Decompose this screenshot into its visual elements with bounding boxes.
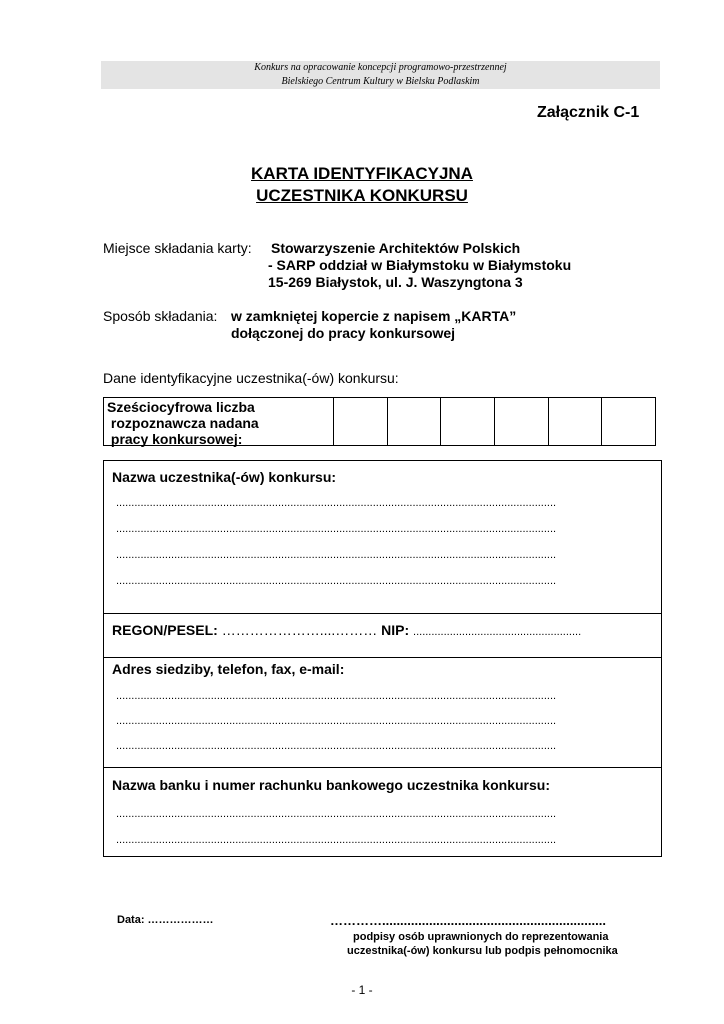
place-line-3: 15-269 Białystok, ul. J. Waszyngtona 3 [268,274,523,290]
bank-label: Nazwa banku i numer rachunku bankowego uczestnika konkursu: [112,777,550,793]
method-label: Sposób składania: [103,308,218,324]
code-digit-cell[interactable] [441,398,495,445]
regon-field[interactable]: …………………....……… [221,622,378,638]
signature-caption-1: podpisy osób uprawnionych do reprezentowania [353,931,609,943]
address-line-1[interactable]: ................................................................................................................................................ [116,690,557,702]
bank-section [104,768,661,856]
regon-label: REGON/PESEL: [112,622,218,638]
code-digit-cell[interactable] [602,398,655,445]
signature-line[interactable]: ………….............................................................. [330,913,606,928]
method-line-1: w zamkniętej kopercie z napisem „KARTA” [231,308,517,324]
document-header [101,61,660,89]
name-label: Nazwa uczestnika(-ów) konkursu: [112,469,337,485]
annex-label: Załącznik C-1 [537,104,640,121]
date-field[interactable]: Data: ……………… [117,914,214,926]
code-digit-cell[interactable] [549,398,603,445]
method-line-2: dołączonej do pracy konkursowej [231,325,456,341]
place-label: Miejsce składania karty: [103,240,252,256]
address-line-3[interactable]: ................................................................................................................................................ [116,740,557,752]
regon-section [104,614,661,658]
address-line-2[interactable]: ................................................................................................................................................ [116,715,557,727]
name-line-4[interactable]: ................................................................................................................................................ [116,575,557,587]
name-line-3[interactable]: ................................................................................................................................................ [116,549,557,561]
bank-line-1[interactable]: ................................................................................................................................................ [116,808,557,820]
name-line-1[interactable]: ................................................................................................................................................ [116,497,557,509]
address-label: Adres siedziby, telefon, fax, e-mail: [112,661,345,677]
code-label-line-1: Sześciocyfrowa liczba [107,399,255,415]
nip-field[interactable]: ....................................................... [413,626,582,638]
place-line-2: - SARP oddział w Białymstoku w Białymstoku [268,257,572,273]
header-line-1: Konkurs na opracowanie koncepcji programowo-przestrzennej [254,62,507,73]
title-line-2: UCZESTNIKA KONKURSU [256,186,468,205]
page-number: - 1 - [351,983,373,997]
name-section [104,461,661,614]
place-line-1: Stowarzyszenie Architektów Polskich [271,240,521,256]
code-digit-cell[interactable] [388,398,442,445]
regon-row [112,622,581,638]
header-line-2: Bielskiego Centrum Kultury w Bielsku Podlaskim [281,76,480,87]
identification-form [103,460,662,857]
code-digit-cell[interactable] [495,398,549,445]
bank-line-2[interactable]: ................................................................................................................................................ [116,834,557,846]
participant-data-label: Dane identyfikacyjne uczestnika(-ów) konkursu: [103,370,399,386]
code-number-label [104,398,334,445]
signature-caption-2: uczestnika(-ów) konkursu lub podpis pełnomocnika [347,945,618,957]
address-section [104,658,661,768]
title-line-1: KARTA IDENTYFIKACYJNA [251,164,473,183]
name-line-2[interactable]: ................................................................................................................................................ [116,523,557,535]
code-number-table [103,397,656,446]
code-label-line-3: pracy konkursowej: [107,431,243,447]
nip-label: NIP: [381,622,410,638]
code-label-line-2: rozpoznawcza nadana [107,415,259,431]
code-digit-cell[interactable] [334,398,388,445]
